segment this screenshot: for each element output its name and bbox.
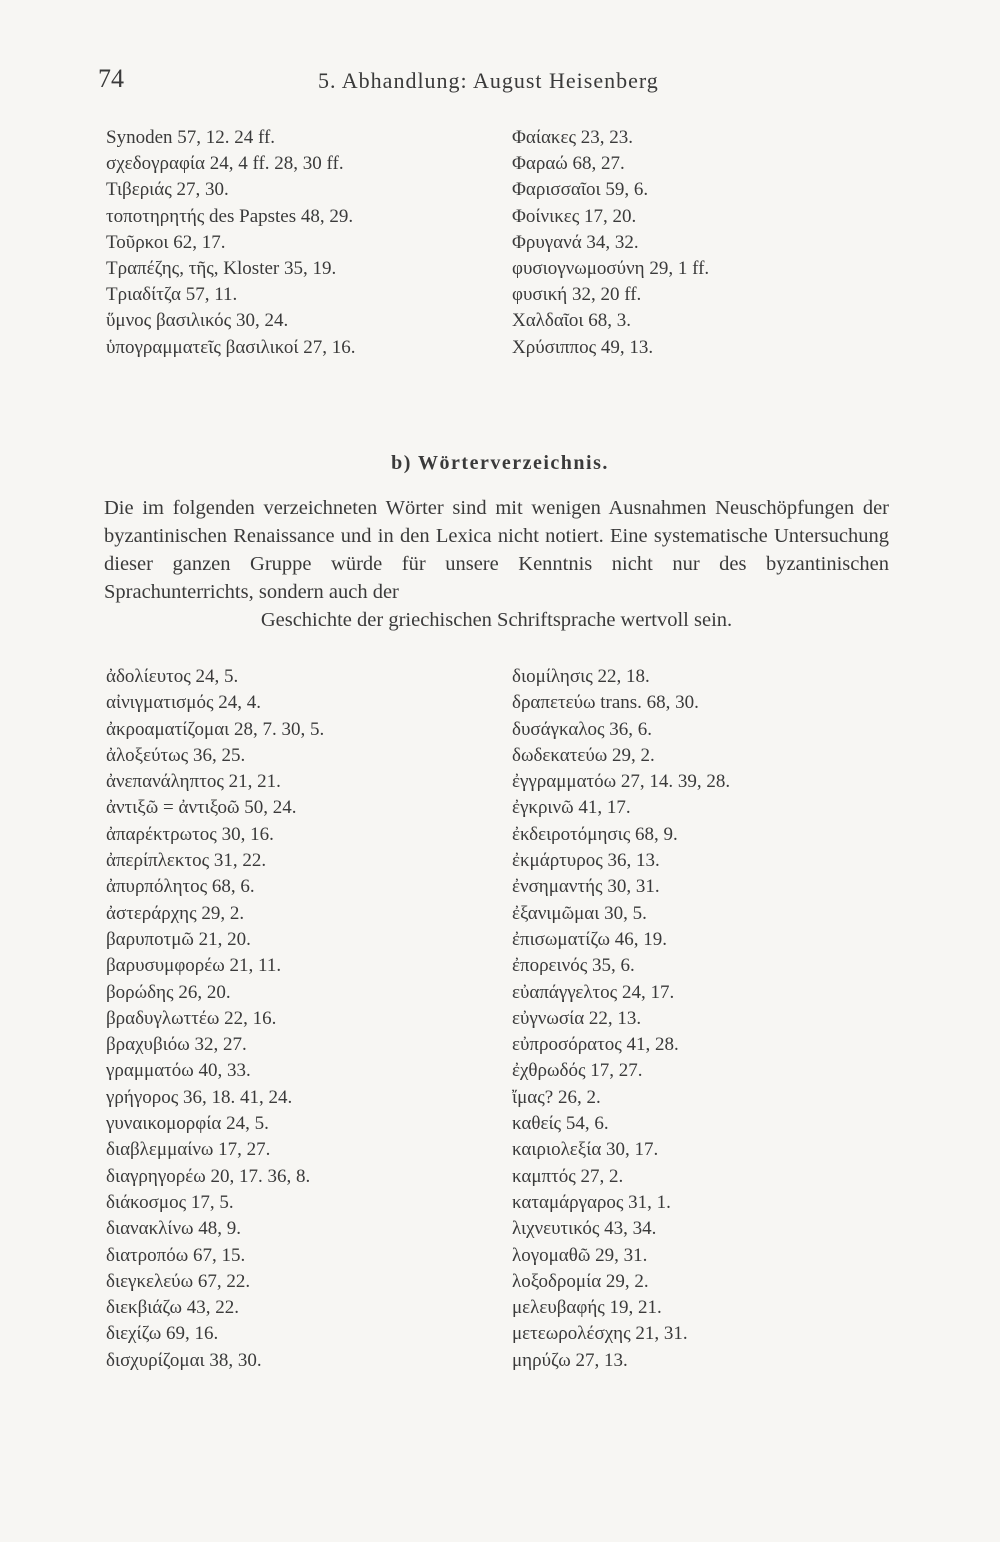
index-entry: βραδυγλωττέω 22, 16. xyxy=(106,1007,277,1029)
index-entry: ἐκμάρτυρος 36, 13. xyxy=(512,850,660,872)
page-header xyxy=(0,64,1000,104)
index-entry: δυσάγκαλος 36, 6. xyxy=(512,718,653,740)
index-entry: καιριολεξία 30, 17. xyxy=(512,1139,659,1161)
index-entry: ἐπορεινός 35, 6. xyxy=(512,955,635,977)
index-entry: εὐπροσόρατος 41, 28. xyxy=(512,1034,679,1056)
index-entry: ἀκροαματίζομαι 28, 7. 30, 5. xyxy=(106,718,325,740)
index-entry: ἀντιξῶ = ἀντιξοῶ 50, 24. xyxy=(106,797,297,819)
index-entry: αἰνιγματισμός 24, 4. xyxy=(106,692,262,714)
intro-text: Die im folgenden verzeichneten Wörter sind mit wenigen Ausnahmen Neuschöpfungen der byzantinischen Renaissance und in den Lexica nicht notiert. Eine systematische Untersuchung dieser ganzen Gruppe würde für unsere Kenntnis nicht nur des byzantinischen Sprachunterrichts, sondern auch der xyxy=(104,497,889,603)
index-entry: διεχίζω 69, 16. xyxy=(106,1323,219,1345)
index-entry: φυσική 32, 20 ff. xyxy=(512,284,642,306)
index-entry: Τιβεριάς 27, 30. xyxy=(106,179,229,201)
index-entry: ἴμας? 26, 2. xyxy=(512,1086,601,1108)
index-entry: βραχυβιόω 32, 27. xyxy=(106,1034,247,1056)
index-entry: Synoden 57, 12. 24 ff. xyxy=(106,127,276,148)
index-entry: διεκβιάζω 43, 22. xyxy=(106,1297,240,1319)
index-entry: γρήγορος 36, 18. 41, 24. xyxy=(106,1086,293,1108)
index-entry: διανακλίνω 48, 9. xyxy=(106,1218,242,1240)
index-entry: Φαραώ 68, 27. xyxy=(512,153,625,175)
index-entry: φυσιογνωμοσύνη 29, 1 ff. xyxy=(512,257,710,279)
index-entry: ὕμνος βασιλικός 30, 24. xyxy=(106,310,289,332)
index-entry: Τοῦρκοι 62, 17. xyxy=(106,231,226,253)
index-entry: ἐξανιμῶμαι 30, 5. xyxy=(512,902,647,924)
running-title: 5. Abhandlung: August Heisenberg xyxy=(318,68,659,93)
index-entry: Τραπέζης, τῆς, Kloster 35, 19. xyxy=(106,257,337,279)
index-entry: Φαρισσαῖοι 59, 6. xyxy=(512,179,649,201)
index-entry: ἀνεπανάληπτος 21, 21. xyxy=(106,771,281,793)
index-entry: λογομαθῶ 29, 31. xyxy=(512,1244,648,1266)
index-entry: Χαλδαῖοι 68, 3. xyxy=(512,310,632,332)
index-entry: λιχνευτικός 43, 34. xyxy=(512,1218,657,1240)
index-entry: διάκοσμος 17, 5. xyxy=(106,1191,234,1213)
index-entry: ὑπογραμματεῖς βασιλικοί 27, 16. xyxy=(106,336,356,358)
intro-last-line: Geschichte der griechischen Schriftsprache wertvoll sein. xyxy=(260,609,733,631)
index-entry: γυναικομορφία 24, 5. xyxy=(106,1113,269,1135)
index-entry: καταμάργαρος 31, 1. xyxy=(512,1191,671,1213)
index-entry: ἐνσημαντής 30, 31. xyxy=(512,876,660,898)
index-entry: Χρύσιππος 49, 13. xyxy=(512,336,654,358)
index-entry: διομίλησις 22, 18. xyxy=(512,666,650,687)
index-entry: δωδεκατεύω 29, 2. xyxy=(512,744,655,766)
intro-paragraph xyxy=(104,494,889,634)
index-entry: Τριαδίτζα 57, 11. xyxy=(106,284,238,306)
index-entry: εὐγνωσία 22, 13. xyxy=(512,1007,642,1029)
index-entry: ἐπισωματίζω 46, 19. xyxy=(512,928,668,950)
index-entry: μηρύζω 27, 13. xyxy=(512,1349,628,1371)
index-entry: μελευβαφής 19, 21. xyxy=(512,1297,662,1319)
index-column-right xyxy=(512,125,709,361)
index-entry: ἐγγραμματόω 27, 14. 39, 28. xyxy=(512,771,731,793)
index-entry: εὐαπάγγελτος 24, 17. xyxy=(512,981,675,1003)
index-entry: τοποτηρητής des Papstes 48, 29. xyxy=(106,205,354,227)
index-entry: Φρυγανά 34, 32. xyxy=(512,231,639,253)
index-entry: διατροπόω 67, 15. xyxy=(106,1244,246,1266)
index-entry: σχεδογραφία 24, 4 ff. 28, 30 ff. xyxy=(106,153,344,175)
index-entry: βαρυσυμφορέω 21, 11. xyxy=(106,955,282,977)
word-list-right xyxy=(512,664,730,1374)
index-entry: ἀλοξεύτως 36, 25. xyxy=(106,744,246,766)
index-entry: δισχυρίζομαι 38, 30. xyxy=(106,1349,262,1371)
index-entry: ἀδολίευτος 24, 5. xyxy=(106,666,239,687)
page-number: 74 xyxy=(98,64,124,93)
section-heading: b) Wörterverzeichnis. xyxy=(391,452,609,474)
index-column-left xyxy=(106,125,356,361)
index-entry: ἐγκρινῶ 41, 17. xyxy=(512,797,631,819)
index-entry: καθείς 54, 6. xyxy=(512,1113,609,1135)
index-entry: Φοίνικες 17, 20. xyxy=(512,205,637,227)
index-entry: ἀστεράρχης 29, 2. xyxy=(106,902,245,924)
index-entry: ἐκδειροτόμησις 68, 9. xyxy=(512,823,678,845)
index-entry: μετεωρολέσχης 21, 31. xyxy=(512,1323,688,1345)
index-entry: βαρυποτμῶ 21, 20. xyxy=(106,928,251,950)
index-entry: βορώδης 26, 20. xyxy=(106,981,231,1003)
index-entry: δραπετεύω trans. 68, 30. xyxy=(512,692,699,714)
index-entry: διεγκελεύω 67, 22. xyxy=(106,1270,251,1292)
index-entry: ἀπερίπλεκτος 31, 22. xyxy=(106,850,267,872)
index-entry: διαβλεμμαίνω 17, 27. xyxy=(106,1139,271,1161)
index-entry: ἀπυρπόλητος 68, 6. xyxy=(106,876,255,898)
index-entry: Φαίακες 23, 23. xyxy=(512,127,633,148)
index-entry: διαγρηγορέω 20, 17. 36, 8. xyxy=(106,1165,311,1187)
index-entry: ἀπαρέκτρωτος 30, 16. xyxy=(106,823,274,845)
word-list-left xyxy=(106,664,324,1374)
index-entry: καμπτός 27, 2. xyxy=(512,1165,624,1187)
index-entry: λοξοδρομία 29, 2. xyxy=(512,1270,649,1292)
index-entry: γραμματόω 40, 33. xyxy=(106,1060,251,1082)
index-entry: ἐχθρωδός 17, 27. xyxy=(512,1060,643,1082)
